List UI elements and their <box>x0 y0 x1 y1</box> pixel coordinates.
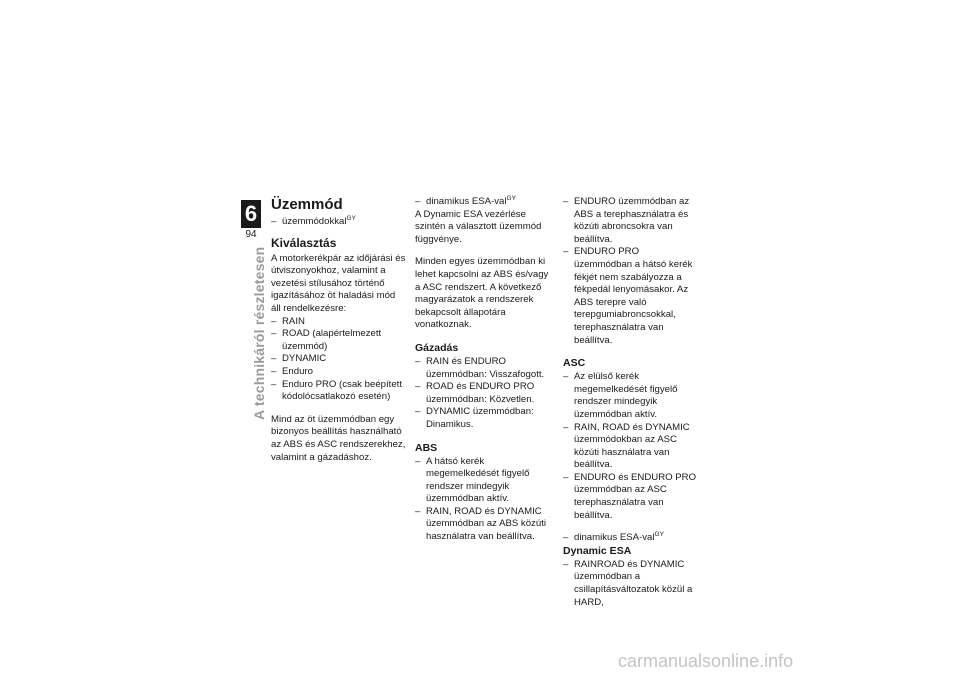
chapter-title: A technikáról részletesen <box>251 246 267 420</box>
paragraph: A motorkerékpár az időjárási és útviszonyokhoz, valamint a vezetési stílusához történő igazításához öt haladási mód áll rendelkezésre: <box>271 252 406 314</box>
column-2 <box>415 196 550 544</box>
list-item: – dinamikus ESA-val$^{GY}$ <box>563 532 698 545</box>
list-item: – üzemmódokkal$^{GY}$ <box>271 216 406 229</box>
column-3 <box>563 196 698 609</box>
list-item: – ROAD (alapértelmezett üzemmód) <box>271 328 406 353</box>
subsection-heading: ASC <box>563 357 586 370</box>
paragraph: Minden egyes üzemmódban ki lehet kapcsolni az ABS és/vagy a ASC rendszert. A következő magyarázatok a rendszerek bekapcsolt állapotára vonatkoznak. <box>415 256 549 331</box>
list-item: – dinamikus ESA-val$^{GY}$ <box>415 196 550 209</box>
list-item: – ROAD és ENDURO PRO üzemmódban: Közvetlen. <box>415 381 550 406</box>
subsection-heading: Dynamic ESA <box>563 544 632 557</box>
subsection-heading: ABS <box>415 441 438 454</box>
list-item: – ENDURO üzemmódban az ABS a terephasználatra és közúti abroncsokra van beállítva. <box>563 196 698 246</box>
list-item: – RAIN <box>271 316 406 329</box>
watermark: carmanualsonline.info <box>618 651 794 671</box>
list-item: – Az elülső kerék megemelkedését figyelő rendszer mindegyik üzemmódban aktív. <box>563 371 698 421</box>
subsection-heading: Kiválasztás <box>271 235 337 250</box>
section-heading: Üzemmód <box>271 196 343 213</box>
paragraph: Mind az öt üzemmódban egy bizonyos beállítás használható az ABS és ASC rendszerekhez, valamint a gázadáshoz. <box>271 413 406 463</box>
column-1 <box>271 196 406 464</box>
chapter-number: 6 <box>241 200 261 228</box>
page-number: 94 <box>245 229 257 240</box>
list-item: – RAIN, ROAD és DYNAMIC üzemmódban az ABS közúti használatra van beállítva. <box>415 506 550 544</box>
chapter-sidebar <box>0 0 267 679</box>
list-item: – RAIN, ROAD és DYNAMIC üzemmódokban az ASC közúti használatra van beállítva. <box>563 422 698 472</box>
list-item: – DYNAMIC üzemmódban: Dinamikus. <box>415 406 550 431</box>
subsection-heading: Gázadás <box>415 341 459 354</box>
list-item: – Enduro PRO (csak beépített kódolócsatlakozó esetén) <box>271 379 406 404</box>
paragraph: A Dynamic ESA vezérlése szintén a választott üzemmód függvénye. <box>415 208 542 245</box>
list-item: – ENDURO és ENDURO PRO üzemmódban az ASC terephasználatra van beállítva. <box>563 472 698 522</box>
list-item: – Enduro <box>271 366 406 379</box>
list-item: – DYNAMIC <box>271 353 406 366</box>
list-item: – RAIN és ENDURO üzemmódban: Visszafogott. <box>415 356 550 381</box>
list-item: – RAINROAD és DYNAMIC üzemmódban a csillapításváltozatok közül a HARD, <box>563 559 698 609</box>
list-item: – A hátsó kerék megemelkedését figyelő rendszer mindegyik üzemmódban aktív. <box>415 456 550 506</box>
list-item: – ENDURO PRO üzemmódban a hátsó kerék fékjét nem szabályozza a fékpedál lenyomásakor. Az ABS terepre való terepgumiabroncsokkal, terephasználatra van beállítva. <box>563 246 698 347</box>
